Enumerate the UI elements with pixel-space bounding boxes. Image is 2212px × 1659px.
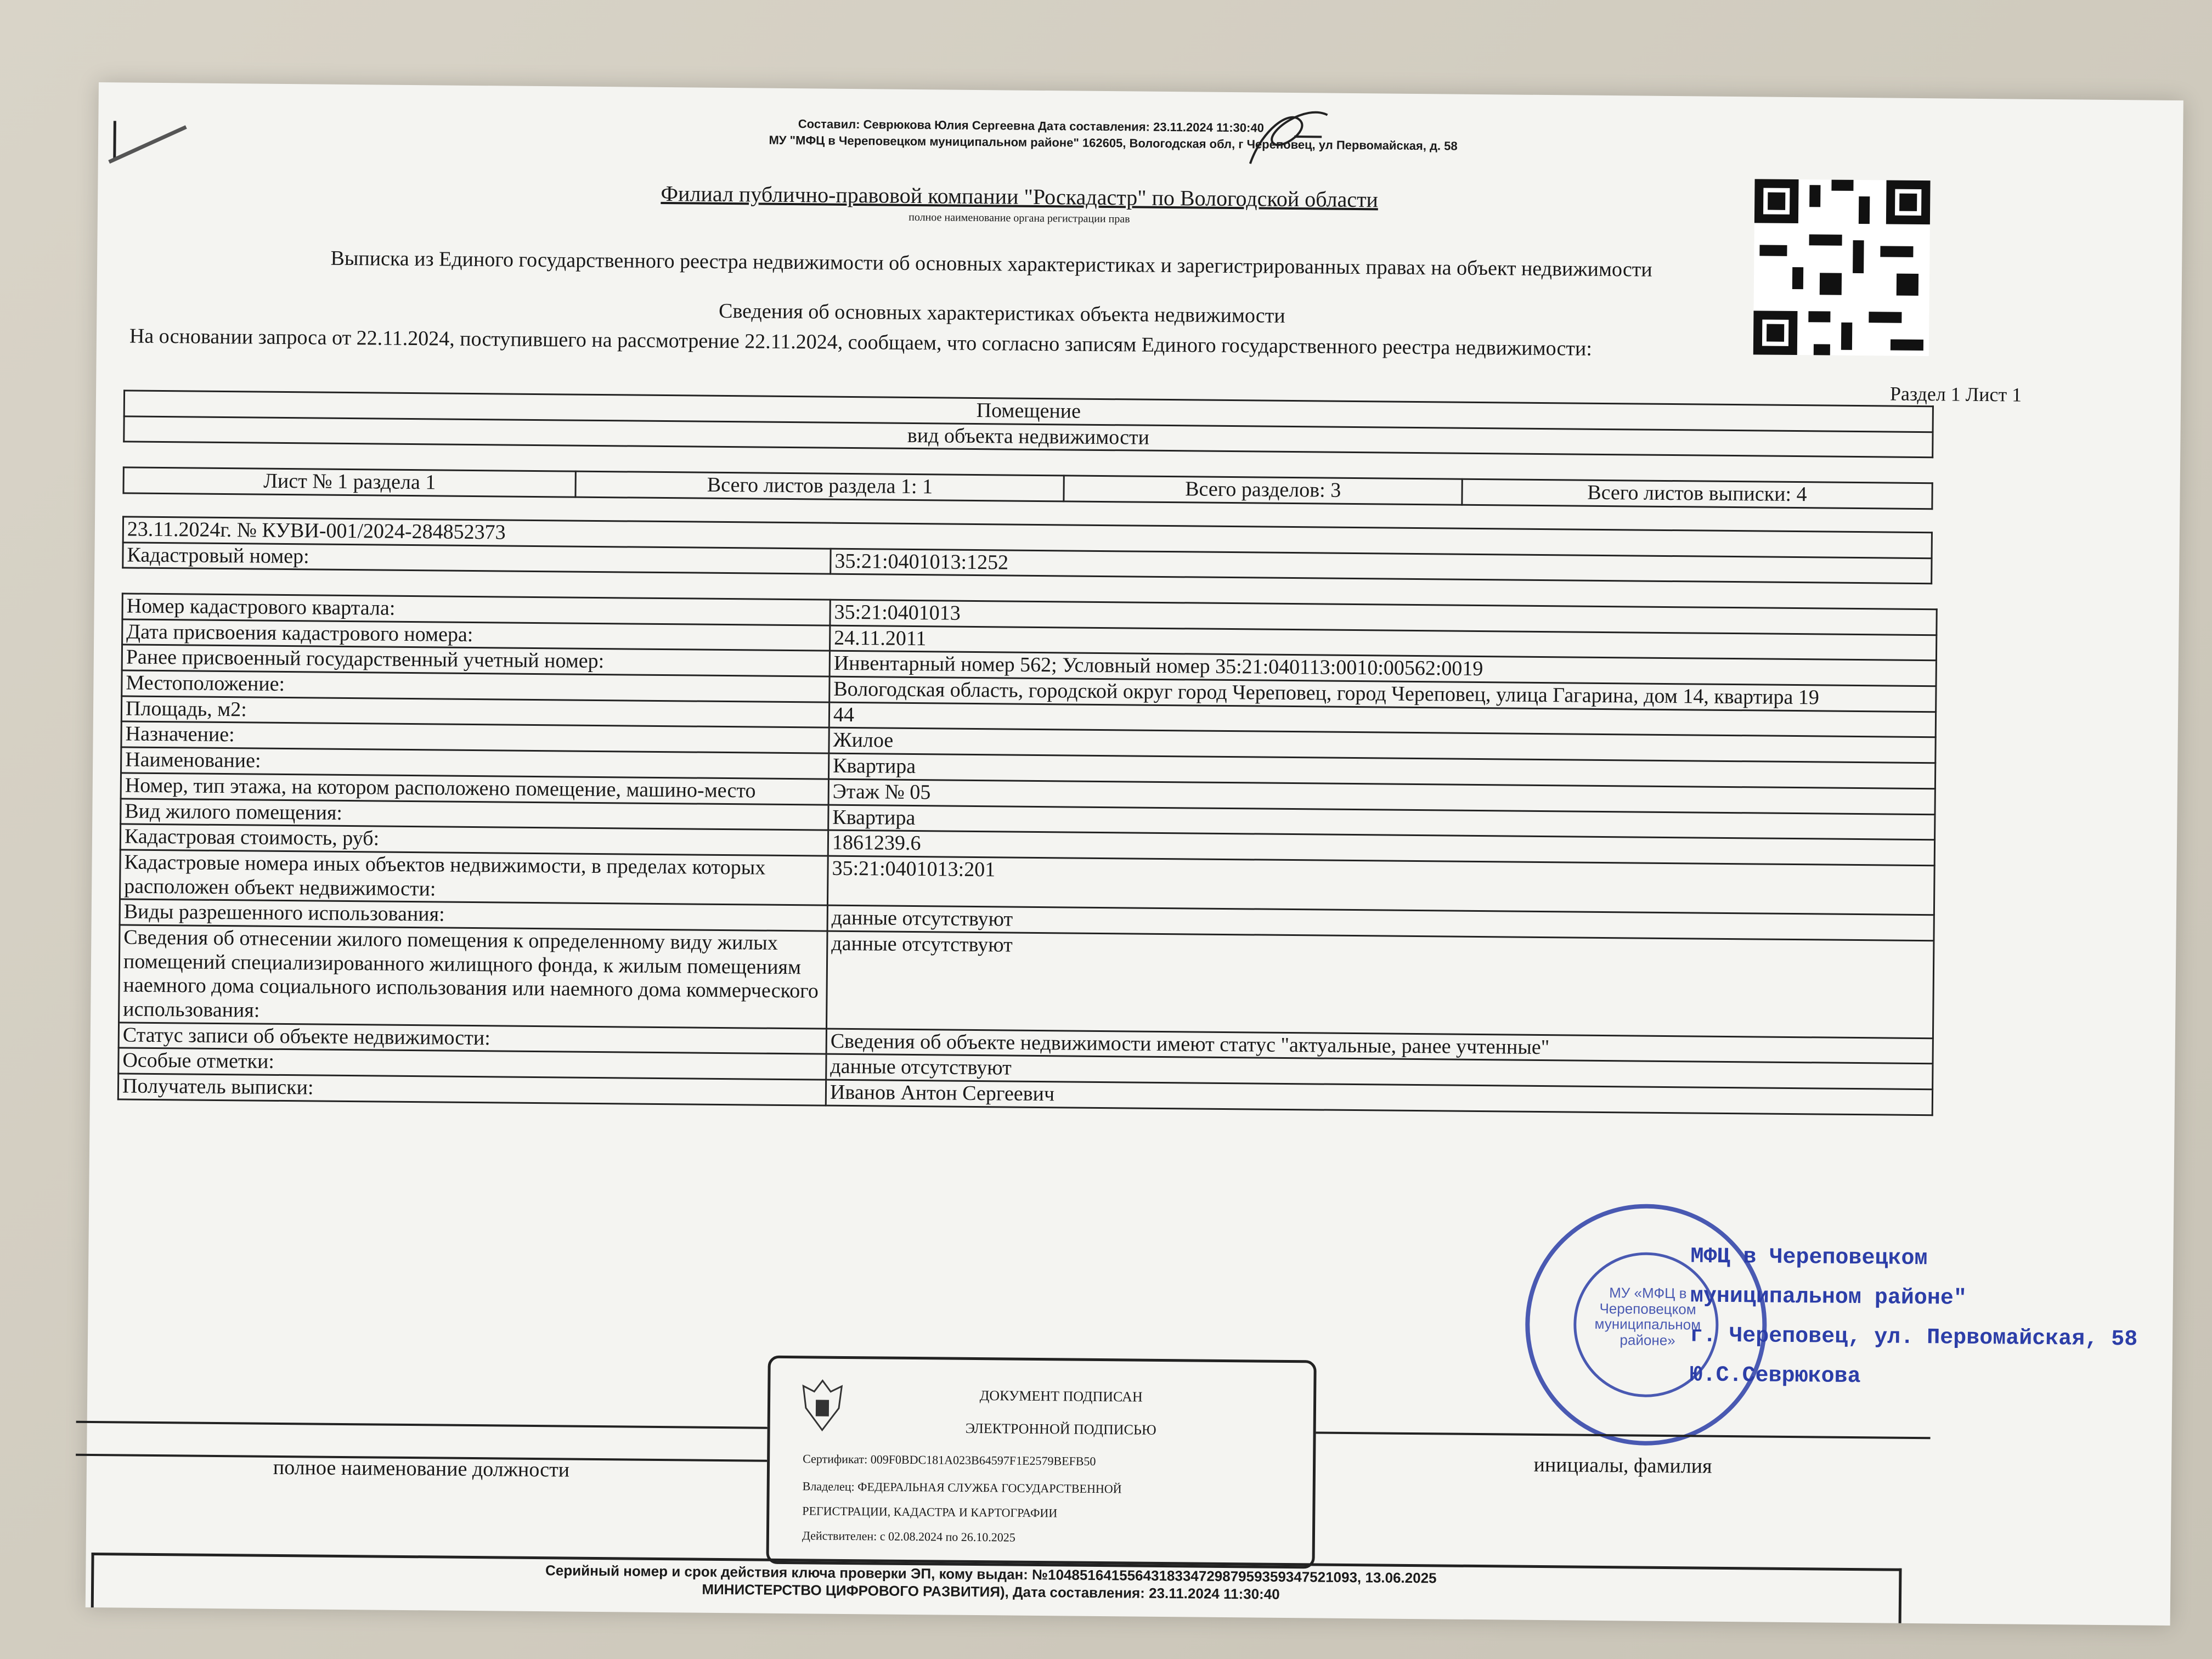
basis-text: На основании запроса от 22.11.2024, поступившего на рассмотрение 22.11.2024, сообщаем, что согласно записям Единого государственного реестра недвижимости: bbox=[129, 324, 1593, 360]
stamp-line-3: г. Череповец, ул. Первомайская, 58 bbox=[1689, 1323, 2138, 1352]
row-value: Квартира bbox=[828, 753, 1935, 788]
row-label: Вид жилого помещения: bbox=[121, 798, 828, 830]
table-row bbox=[119, 925, 1934, 1039]
characteristics-table bbox=[117, 592, 1938, 1116]
row-value: 35:21:0401013:201 bbox=[827, 856, 1934, 915]
row-label: Площадь, м2: bbox=[121, 696, 829, 728]
row-label: Дата присвоения кадастрового номера: bbox=[122, 619, 830, 651]
row-value: данные отсутствуют bbox=[826, 1054, 1933, 1090]
stamp-line-2: муниципальном районе" bbox=[1690, 1284, 1967, 1311]
row-label: Виды разрешенного использования: bbox=[120, 899, 827, 931]
stamp-line-4: Ю.С.Севрюкова bbox=[1689, 1363, 1861, 1390]
row-label: Наименование: bbox=[121, 747, 829, 779]
footer-line2: МИНИСТЕРСТВО ЦИФРОВОГО РАЗВИТИЯ), Дата составления: 23.11.2024 11:30:40 bbox=[702, 1581, 1280, 1602]
initials-caption: инициалы, фамилия bbox=[1533, 1453, 1712, 1478]
row-label: Кадастровые номера иных объектов недвижимости, в пределах которых расположен объект недвижимости: bbox=[120, 850, 828, 906]
row-value: Сведения об объекте недвижимости имеют статус "актуальные, ранее учтенные" bbox=[826, 1029, 1933, 1064]
row-value: Квартира bbox=[828, 805, 1935, 840]
row-label: Назначение: bbox=[121, 721, 829, 753]
object-type-table bbox=[123, 390, 1934, 458]
row-label: Кадастровая стоимость, руб: bbox=[120, 824, 828, 856]
stamp-line-1: МФЦ в Череповецком bbox=[1690, 1244, 1928, 1272]
section-sheets-total: Всего листов раздела 1: 1 bbox=[575, 471, 1064, 501]
row-value: 24.11.2011 bbox=[830, 625, 1937, 661]
object-type: Помещение bbox=[124, 391, 1933, 432]
pen-mark bbox=[104, 121, 192, 165]
section-title: Сведения об основных характеристиках объекта недвижимости bbox=[718, 299, 1285, 328]
position-line bbox=[76, 1421, 768, 1429]
row-value: Этаж № 05 bbox=[828, 779, 1935, 814]
row-value: 1861239.6 bbox=[828, 830, 1934, 865]
org-subtitle: полное наименование органа регистрации прав bbox=[909, 211, 1130, 225]
cadastral-label: Кадастровый номер: bbox=[123, 543, 831, 574]
office-address: МУ "МФЦ в Череповецком муниципальном районе" 162605, Вологодская обл, г Череповец, ул Первомайская, д. 58 bbox=[769, 133, 1458, 153]
sections-total: Всего разделов: 3 bbox=[1064, 476, 1462, 505]
stamp-center-text: МУ «МФЦ в Череповецком муниципальном районе» bbox=[1594, 1284, 1701, 1348]
row-label: Получатель выписки: bbox=[118, 1074, 826, 1105]
row-label: Статус записи об объекте недвижимости: bbox=[119, 1023, 826, 1054]
doc-signed-line2: ЭЛЕКТРОННОЙ ПОДПИСЬЮ bbox=[965, 1420, 1156, 1438]
row-value: данные отсутствуют bbox=[827, 905, 1934, 940]
stamp-text-block bbox=[1689, 1237, 2138, 1399]
row-label: Особые отметки: bbox=[119, 1048, 826, 1080]
row-value: Инвентарный номер 562; Условный номер 35:21:040113:0010:00562:0019 bbox=[830, 651, 1936, 686]
sheets-table bbox=[122, 466, 1933, 509]
compiled-by: Составил: Севрюкова Юлия Сергеевна Дата составления: 23.11.2024 11:30:40 bbox=[798, 117, 1264, 135]
row-value: данные отсутствуют bbox=[826, 931, 1933, 1038]
document-title: Выписка из Единого государственного реестра недвижимости об основных характеристиках и зарегистрированных правах на объект недвижимости bbox=[330, 246, 1652, 281]
handwritten-signature bbox=[1239, 98, 1339, 176]
object-type-caption: вид объекта недвижимости bbox=[124, 416, 1933, 458]
valid-period: Действителен: с 02.08.2024 по 26.10.2025 bbox=[802, 1528, 1015, 1544]
row-label: Номер, тип этажа, на котором расположено помещение, машино-место bbox=[121, 773, 828, 805]
row-value: Жилое bbox=[829, 728, 1936, 763]
doc-signed-line1: ДОКУМЕНТ ПОДПИСАН bbox=[979, 1387, 1143, 1405]
owner-line1: Владелец: ФЕДЕРАЛЬНАЯ СЛУЖБА ГОСУДАРСТВЕННОЙ bbox=[802, 1479, 1122, 1496]
cadastral-number: 35:21:0401013:1252 bbox=[831, 549, 1932, 584]
extract-sheets-total: Всего листов выписки: 4 bbox=[1462, 479, 1933, 509]
owner-line2: РЕГИСТРАЦИИ, КАДАСТРА И КАРТОГРАФИИ bbox=[802, 1504, 1058, 1520]
sheet-number: Лист № 1 раздела 1 bbox=[123, 467, 576, 497]
row-label: Местоположение: bbox=[122, 670, 830, 702]
e-signature-box bbox=[766, 1356, 1316, 1569]
row-value: 44 bbox=[829, 702, 1936, 737]
position-caption: полное наименование должности bbox=[273, 1455, 570, 1482]
certificate: Сертификат: 009F0BDC181A023B64597F1E2579BEFB50 bbox=[803, 1452, 1096, 1468]
coat-of-arms-icon bbox=[798, 1375, 848, 1436]
document-page bbox=[86, 82, 2183, 1626]
row-value: 35:21:0401013 bbox=[830, 600, 1937, 635]
section-reference: Раздел 1 Лист 1 bbox=[1889, 382, 2022, 406]
row-label: Номер кадастрового квартала: bbox=[122, 594, 830, 625]
row-label: Ранее присвоенный государственный учетный номер: bbox=[122, 645, 830, 676]
org-name: Филиал публично-правовой компании "Роскадастр" по Вологодской области bbox=[661, 180, 1379, 212]
row-label: Сведения об отнесении жилого помещения к определенному виду жилых помещений специализированного жилищного фонда, к жилым помещениям наемного дома социального использования или наемного дома коммерческого использования: bbox=[119, 925, 828, 1029]
record-date-number: 23.11.2024г. № КУВИ-001/2024-284852373 bbox=[123, 517, 1932, 558]
footer-line1: Серийный номер и срок действия ключа проверки ЭП, кому выдан: №104851641556431833472987959359347521093, 13.06.2025 bbox=[545, 1562, 1437, 1587]
record-id-table bbox=[122, 516, 1933, 584]
row-value: Иванов Антон Сергеевич bbox=[826, 1080, 1932, 1115]
row-value: Вологодская область, городской округ город Череповец, город Череповец, улица Гагарина, дом 14, квартира 19 bbox=[830, 676, 1936, 712]
